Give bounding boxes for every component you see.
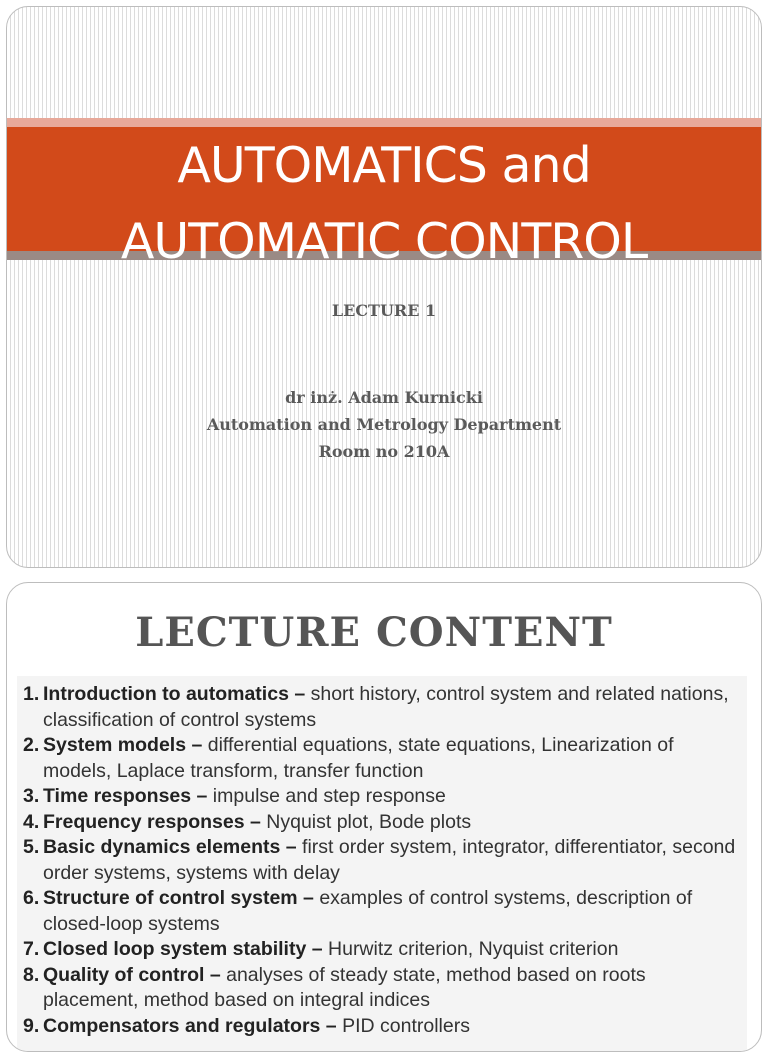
topic-item — [17, 835, 747, 886]
content-heading: LECTURE CONTENT — [135, 609, 613, 656]
topic-description: Hurwitz criterion, Nyquist criterion — [322, 938, 619, 960]
topic-title: Frequency responses – — [43, 810, 261, 833]
topic-title: Quality of control – — [43, 963, 221, 986]
topic-description: Nyquist plot, Bode plots — [260, 810, 472, 833]
topic-item — [17, 886, 747, 937]
topic-item — [17, 1014, 747, 1040]
topic-number: 5. — [23, 836, 40, 858]
topic-item — [17, 937, 747, 963]
topic-number: 4. — [23, 810, 40, 833]
topic-item — [17, 784, 747, 810]
title-slide — [6, 6, 762, 568]
topic-number: 9. — [23, 1014, 40, 1037]
topic-title: System models – — [43, 734, 203, 756]
topic-item — [17, 810, 747, 836]
topic-number: 1. — [23, 683, 40, 705]
topic-item — [17, 963, 747, 1014]
topic-item — [17, 682, 747, 733]
topic-title: Basic dynamics elements – — [43, 836, 297, 858]
topic-number: 8. — [23, 963, 40, 986]
topic-title: Closed loop system stability – — [43, 938, 323, 960]
content-slide — [6, 582, 762, 1052]
author-name: dr inż. Adam Kurnicki — [285, 388, 483, 407]
topic-description: differential equations, state equations, Linearization of models, Laplace transform, transfer function — [43, 734, 674, 782]
slide-title — [7, 128, 761, 280]
topic-description: short history, control system and related nations, classification of control systems — [43, 683, 729, 731]
topic-number: 2. — [23, 734, 40, 756]
department-name: Automation and Metrology Department — [206, 415, 562, 434]
slide-title-line-2: AUTOMATIC CONTROL — [120, 213, 648, 270]
topic-number: 7. — [23, 938, 40, 960]
topic-title: Introduction to automatics – — [43, 683, 306, 705]
topics-list — [17, 676, 747, 1039]
topic-description: PID controllers — [336, 1014, 470, 1037]
topic-description: first order system, integrator, differentiator, second order systems, systems with delay — [43, 836, 736, 884]
author-block — [7, 384, 761, 465]
topic-description: impulse and step response — [207, 785, 446, 807]
topics-panel — [17, 676, 747, 1052]
topic-number: 6. — [23, 887, 40, 909]
room-number: Room no 210A — [318, 442, 450, 461]
topic-item — [17, 733, 747, 784]
topic-number: 3. — [23, 785, 40, 807]
title-band-top-stripe — [7, 118, 761, 127]
topic-title: Structure of control system – — [43, 887, 314, 909]
topic-title: Compensators and regulators – — [43, 1014, 337, 1037]
lecture-number: LECTURE 1 — [331, 301, 437, 320]
topic-description: analyses of steady state, method based on roots placement, method based on integral indices — [43, 963, 646, 1011]
topic-description: examples of control systems, description of closed-loop systems — [43, 887, 693, 935]
topic-title: Time responses – — [43, 785, 208, 807]
slide-title-line-1: AUTOMATICS and — [177, 137, 591, 194]
